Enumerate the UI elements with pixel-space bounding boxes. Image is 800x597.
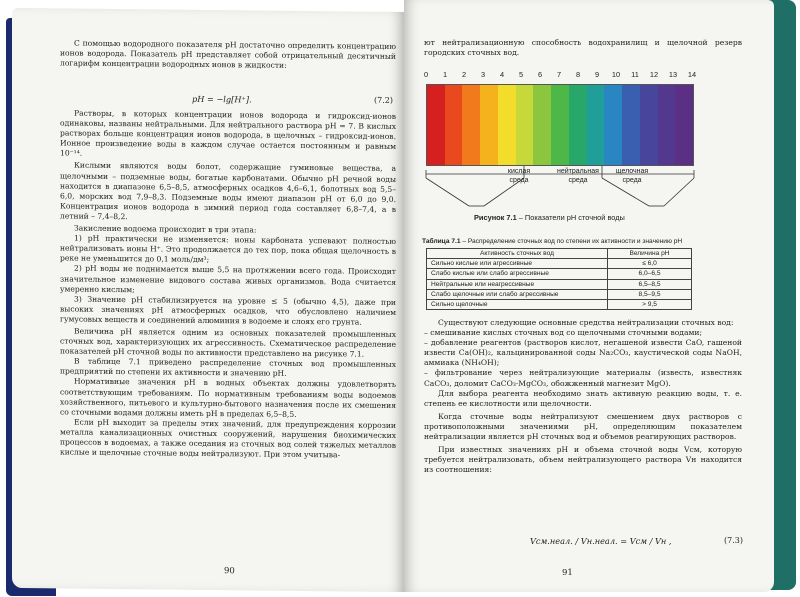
equation-number: (7.2) <box>374 95 393 105</box>
ph-color-band <box>445 85 463 165</box>
neutralization-formula: Vсм.неал. / Vн.неал. = Vсм / Vн , <box>530 536 672 546</box>
paragraph: 1) pH практически не изменяется: ионы карбоната успевают полностью нейтрализовать ионы H⁺. Это продолжается до тех пор, пока общая щелочность в реке не уменьшится до 0,1 моль/дм³; <box>60 233 396 265</box>
table-row <box>427 259 692 269</box>
table-row <box>427 269 692 279</box>
table-cell: Сильно кислые или агрессивные <box>427 259 608 269</box>
page-number: 91 <box>562 568 573 578</box>
table-caption-text: – Распределение сточных вод по степени их активности и значению pH <box>462 238 683 245</box>
paragraph: Для выбора реагента необходимо знать активную реакцию воды, т. е. степень ее кислотности или щелочности. <box>424 388 742 408</box>
ph-color-band <box>551 85 569 165</box>
table-cell: Слабо щелочные или слабо агрессивные <box>427 289 608 299</box>
table-row <box>427 289 692 299</box>
paragraph: Растворы, в которых концентрации ионов водорода и гидроксид-ионов одинаковы, названы нейтральными. Для нейтрального раствора pH = 7. В кислых растворах больше концентрация ионов водорода, в щелочных – гидроксид-ионов. Ионное произведение воды в каждом случае остается постоянным и равным 10⁻¹⁴. <box>60 108 396 159</box>
ph-color-band <box>569 85 587 165</box>
ph-color-band <box>587 85 605 165</box>
figure-caption <box>474 213 625 222</box>
paragraph: В таблице 7.1 приведено распределение сточных вод промышленных предприятий по степени их активности и значению pH. <box>60 356 396 379</box>
paragraph: Существуют следующие основные средства нейтрализации сточных вод: <box>438 318 734 327</box>
left-page-text-block-2 <box>60 108 396 461</box>
ph-color-band <box>480 85 498 165</box>
table-header: Активность сточных вод <box>427 249 608 259</box>
list-item: – смешивание кислых сточных вод со щелочными сточными водами; <box>424 328 703 338</box>
table-row <box>427 299 692 309</box>
left-page <box>12 8 404 592</box>
left-page-text-block-1 <box>60 38 396 72</box>
ph-color-band <box>516 85 534 165</box>
acidic-medium-label: кислая среда <box>507 168 531 184</box>
paragraph: Когда сточные воды нейтрализуют смешением двух растворов с противоположными значениями pH, определяющим показателем нейтрализации является pH сточных вод и объемов реагирующих растворов. <box>424 411 742 442</box>
table-caption-label: Таблица 7.1 <box>422 238 461 245</box>
figure-caption-label: Рисунок 7.1 <box>474 213 517 222</box>
paragraph: ют нейтрализационную способность водохранилищ и щелочной резерв городских сточных вод. <box>424 38 742 58</box>
right-page-text-block <box>424 318 742 475</box>
table-row <box>427 279 692 289</box>
table-cell: 8,5–9,5 <box>608 289 692 299</box>
table-cell: > 9,5 <box>608 299 692 309</box>
ph-color-band <box>604 85 622 165</box>
ph-color-band <box>462 85 480 165</box>
paragraph: При известных значениях pH и объема сточной воды Vсм, которую требуется нейтрализовать, объем нейтрализующего раствора Vн находится из соотношения: <box>424 445 742 475</box>
table-cell: Сильно щелочные <box>427 299 608 309</box>
paragraph: Величина pH является одним из основных показателей промышленных сточных вод, характеризующих их агрессивность. Схематическое распределение показателей pH сточной воды по активности представлено на рисунке 7.1. <box>60 326 396 359</box>
table-header: Величина pH <box>608 249 692 259</box>
list-item: – фильтрование через нейтрализующие материалы (известь, известняк CaCO₃, доломит CaCO₃·MgCO₃, обожженный магнезит MgO). <box>424 368 742 388</box>
neutral-medium-label: нейтральная среда <box>557 168 599 184</box>
table-cell: ≤ 6,0 <box>608 259 692 269</box>
ph-activity-table <box>426 248 692 310</box>
page-number: 90 <box>224 566 235 577</box>
ph-color-band <box>658 85 676 165</box>
equation-number: (7.3) <box>724 536 743 545</box>
ph-color-band <box>622 85 640 165</box>
ph-color-band <box>675 85 693 165</box>
ph-color-band <box>498 85 516 165</box>
alkaline-medium-label: щелочная среда <box>615 168 649 184</box>
paragraph: Нормативные значения pH в водных объектах должны удовлетворять соответствующим требованиям. По нормативным требованиям воды водоемов хозяйственного, питьевого и культурно-бытового назначения после их смешения со сточными водами должны иметь pH в пределах 6,5–8,5. <box>60 377 396 419</box>
right-page-intro <box>424 38 742 58</box>
list-item: – добавление реагентов (растворов кислот, негашеной извести CaO, гашеной извести Ca(OH)₂, кальцинированной соды Na₂CO₃, каустической соды NaOH, аммиака (NH₄OH); <box>424 338 742 368</box>
table-header-row <box>427 249 692 259</box>
table-caption <box>422 238 682 245</box>
paragraph: 3) Значение pH стабилизируется на уровне ≤ 5 (обычно 4,5), даже при высоких значениях pH атмосферных осадков, что обусловлено наличием гумусовых веществ и соединений алюминия в водоеме и слоях его грунта. <box>60 294 396 327</box>
ph-color-spectrum <box>426 84 694 166</box>
table-cell: Нейтральные или неагрессивные <box>427 279 608 289</box>
table-cell: 6,5–8,5 <box>608 279 692 289</box>
ph-formula: pH = −lg[H⁺]. <box>192 93 252 105</box>
ph-color-band <box>640 85 658 165</box>
ph-color-band <box>427 85 445 165</box>
paragraph: 2) pH воды не поднимается выше 5,5 на протяжении всего года. Происходит значительное изменение видового состава живых организмов. Вода считается умеренно кислым; <box>60 264 396 294</box>
paragraph: Закисление водоема происходит в три этапа: <box>74 223 257 235</box>
right-page <box>404 0 774 592</box>
paragraph: Кислыми являются воды болот, содержащие гуминовые вещества, а щелочными – подземные воды, богатые карбонатами. Обычно pH речной воды находится в диапазоне 6,5–8,5, атмосферных осадков 4,6–6,1, болотных вод 5,5–6,0, морских вод 7,9–8,3. Подземные воды имеют диапазон pH от 6,0 до 9,0. Концентрация ионов водорода в зимний период года составляет 6,8–7,4, а в летний – 7,4–8,2. <box>60 161 396 222</box>
paragraph: Если pH выходит за пределы этих значений, для предупреждения коррозии металла канализационных очистных сооружений, нарушения биохимических процессов в водоемах, а также оседания из сточных вод солей тяжелых металлов кислые и щелочные сточные воды нейтрализуют. При этом учитыва- <box>60 417 396 460</box>
figure-caption-text: – Показатели pH сточной воды <box>518 213 625 222</box>
ph-color-band <box>533 85 551 165</box>
table-cell: Слабо кислые или слабо агрессивные <box>427 269 608 279</box>
ph-scale-numbers: 0 1 2 3 4 5 6 7 8 9 10 11 12 13 14 <box>423 70 697 79</box>
table-cell: 6,0–6,5 <box>608 269 692 279</box>
paragraph: С помощью водородного показателя pH достаточно определить концентрацию ионов водорода. Показатель pH представляет собой отрицательный десятичный логарифм концентрации водородных ионов в жидкости: <box>60 38 396 71</box>
